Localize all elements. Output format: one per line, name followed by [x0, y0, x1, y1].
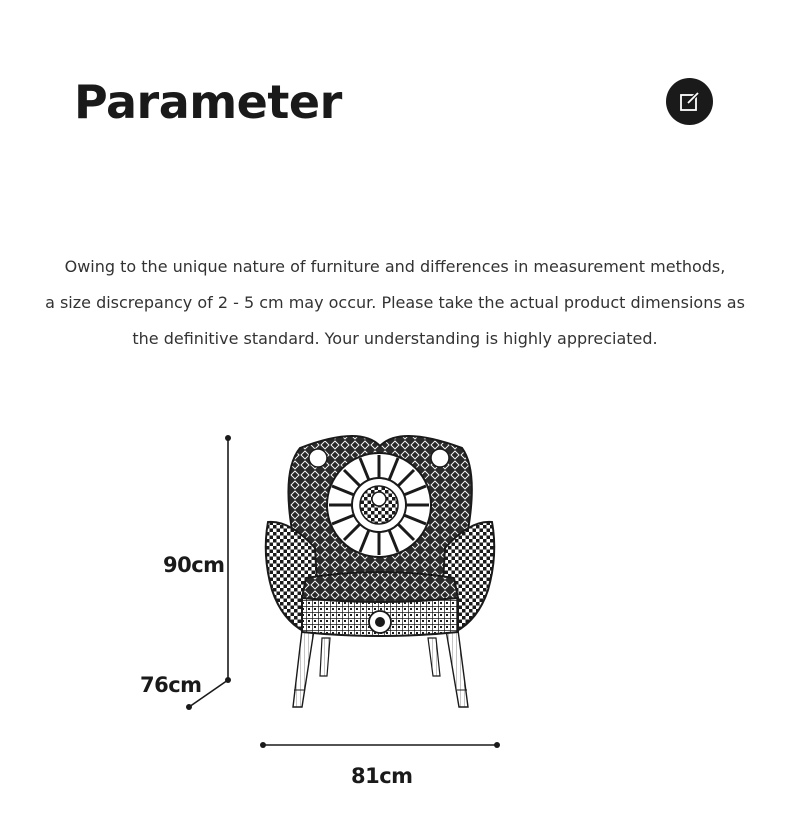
notice-line: the definitive standard. Your understanding is highly appreciated. [132, 329, 658, 348]
notice-line: a size discrepancy of 2 - 5 cm may occur. Please take the actual product dimensions as [45, 293, 745, 312]
notice-line: Owing to the unique nature of furniture and differences in measurement methods, [64, 257, 726, 276]
depth-label: 76cm [140, 673, 202, 697]
width-dimension-line [260, 742, 500, 748]
height-label: 90cm [163, 553, 225, 577]
height-dimension-line [225, 435, 231, 683]
width-label: 81cm [351, 764, 413, 788]
page-title: Parameter [74, 75, 342, 129]
armchair-illustration [266, 436, 495, 707]
